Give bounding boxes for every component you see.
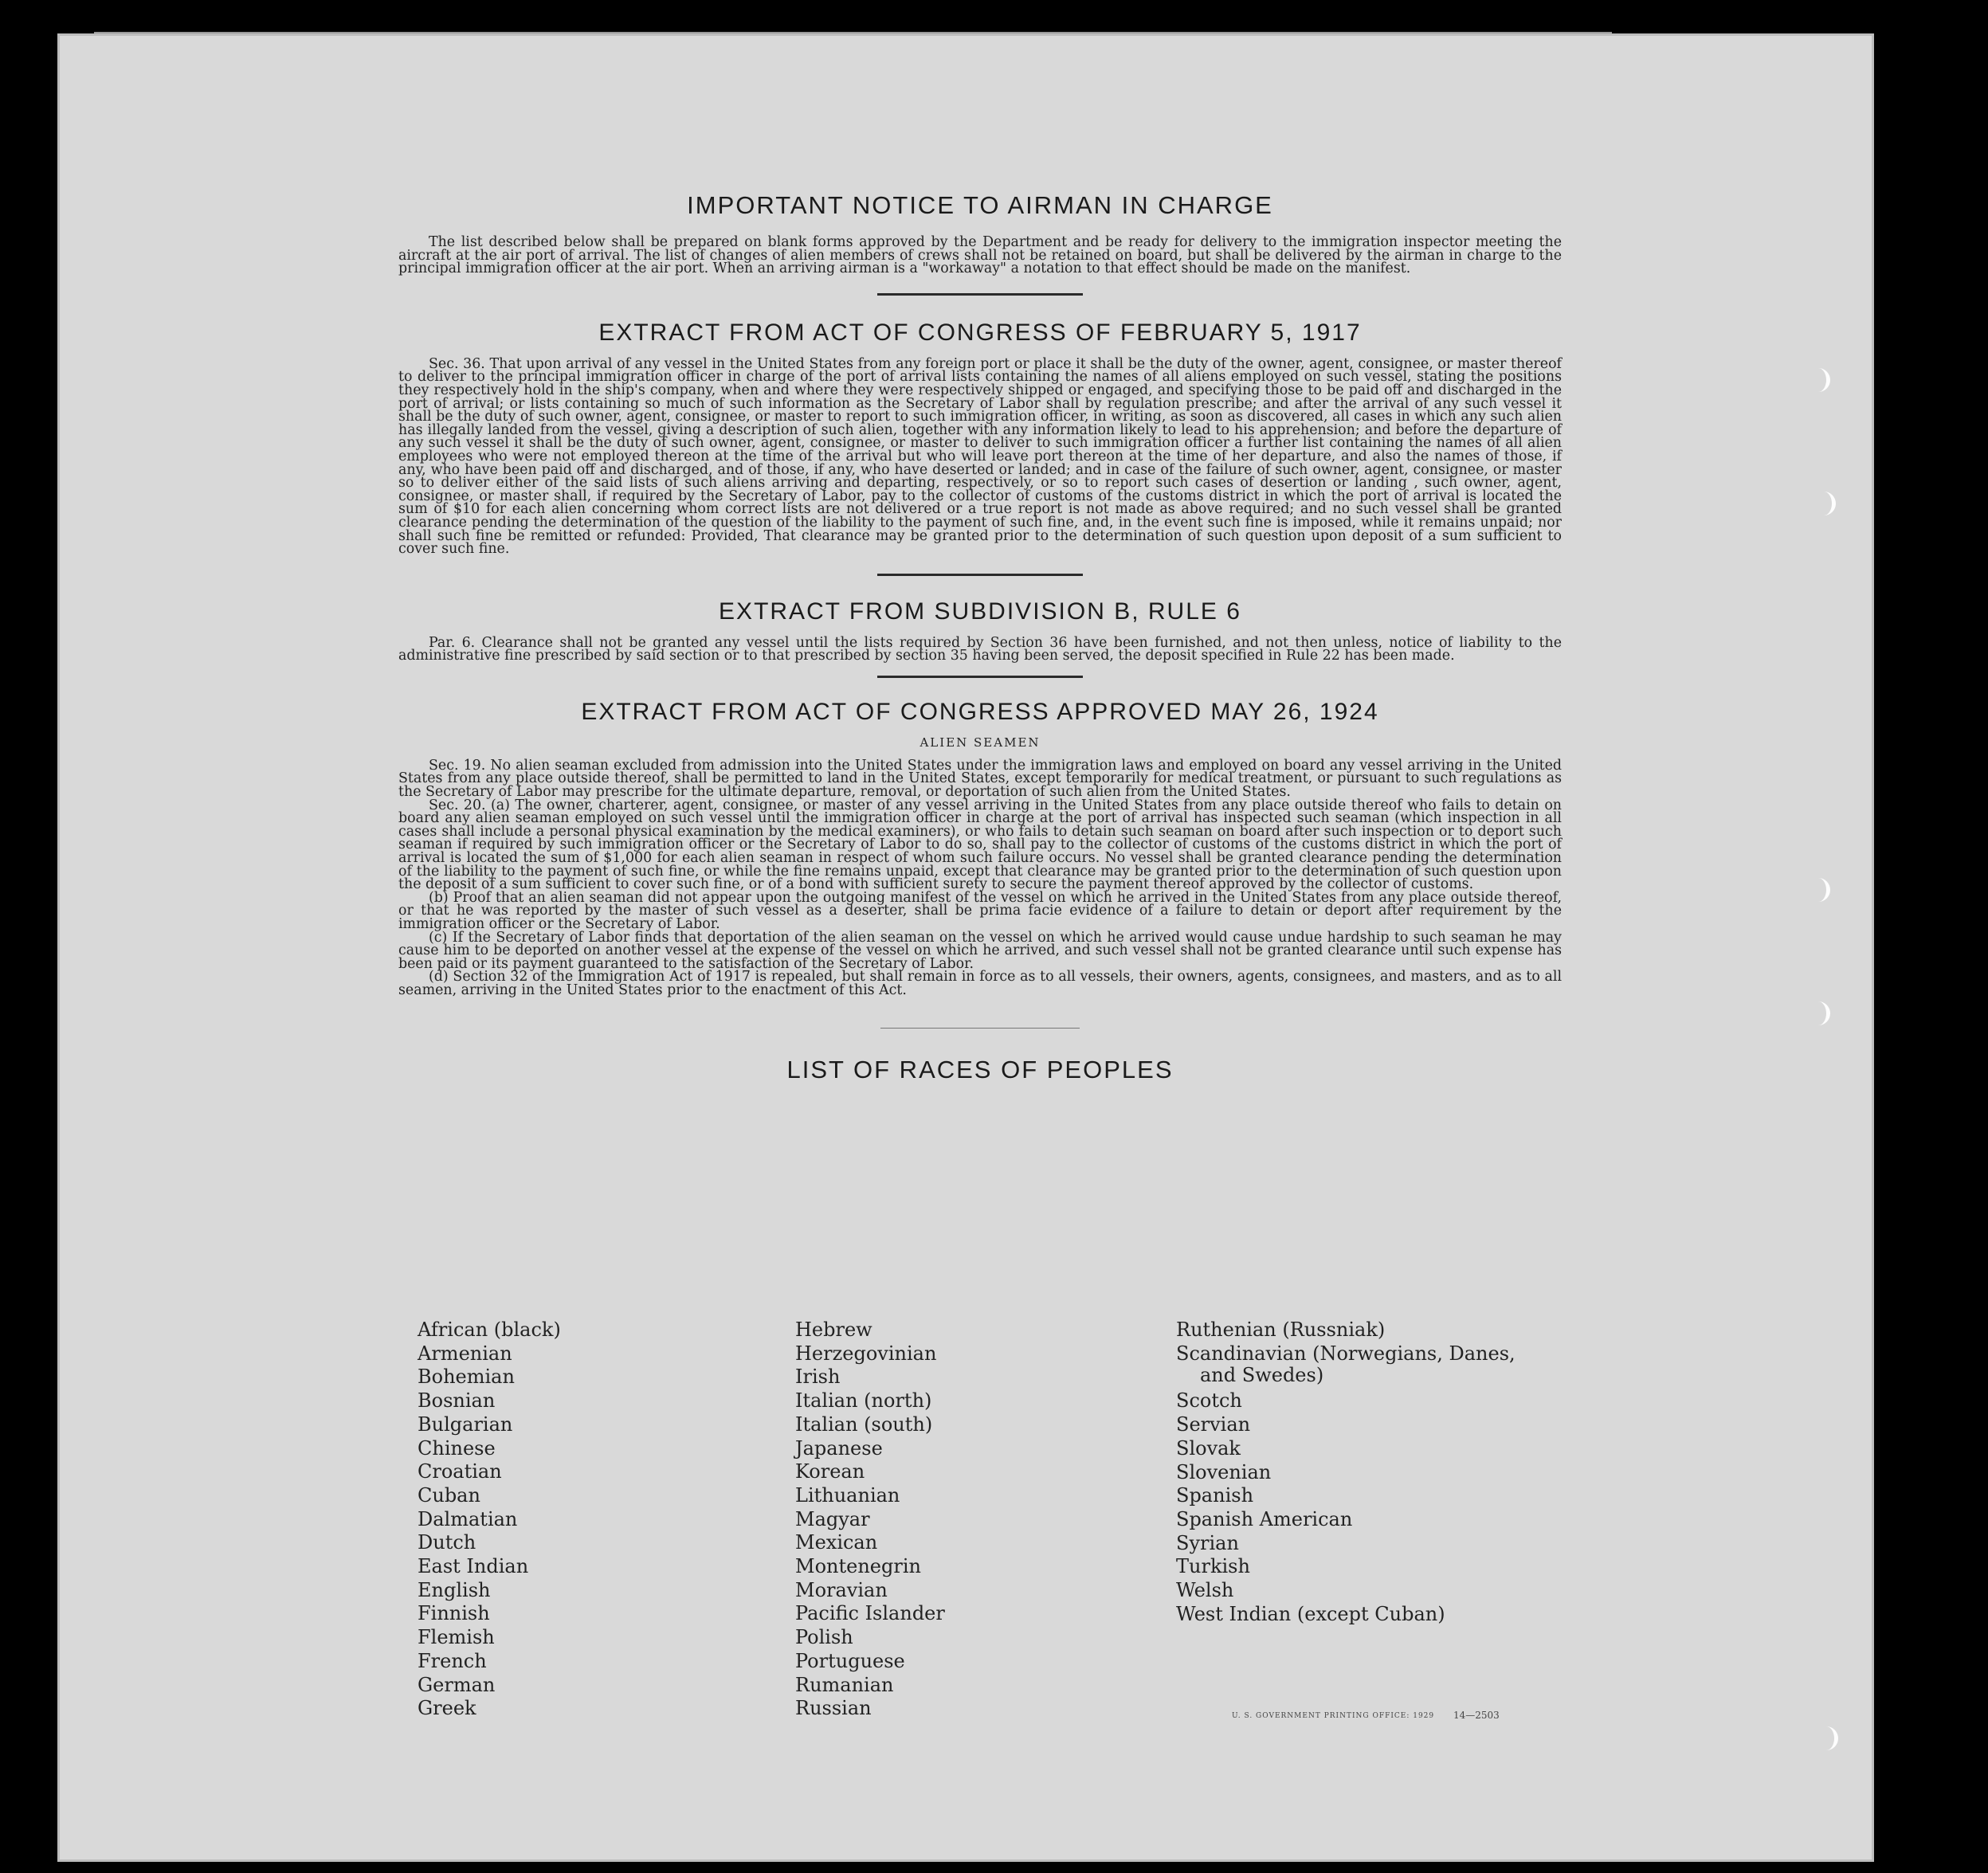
race-item: Herzegovinian [795, 1342, 937, 1365]
race-item: Bohemian [418, 1366, 515, 1389]
race-item: Portuguese [795, 1649, 905, 1672]
race-item: Servian [1176, 1413, 1251, 1436]
divider [880, 1028, 1080, 1029]
race-item: Slovak [1176, 1436, 1241, 1460]
section3-paragraph: Sec. 20. (a) The owner, charterer, agent, consignee, or master of any vessel arriving in the United States from any place outside thereof who fails to detain on board any alien seaman employed on such vessel until the immigration officer in charge at the port of arrival has inspected such seaman (which inspection in all cases shall include a personal physical examination by the medical examiners), or who fails to detain such seaman on board after such inspection or to deport such seaman if required by such immigration officer or the Secretary of Labor to do so, shall pay to the collector of customs of the customs district in which the port of arrival is located the sum of $1,000 for each alien seaman in respect of whom such failure occurs. No vessel shall be granted clearance pending the determination of the liability to the payment of such fine, or while the fine remains unpaid, except that clearance may be granted prior to the determination of such question upon the deposit of a sum sufficient to cover such fine, or of a bond with sufficient surety to secure the payment thereof approved by the collector of customs. [398, 797, 1562, 893]
race-item: African (black) [418, 1319, 561, 1341]
race-item: Hebrew [795, 1319, 872, 1341]
punch-hole [1809, 878, 1830, 902]
divider [877, 574, 1083, 576]
race-item: Turkish [1176, 1555, 1250, 1578]
race-item: Korean [795, 1460, 865, 1483]
race-item: Armenian [418, 1342, 512, 1365]
race-item: Montenegrin [795, 1555, 921, 1578]
race-item: Dutch [418, 1531, 476, 1554]
race-item: Syrian [1176, 1531, 1239, 1554]
section3-paragraph: (c) If the Secretary of Labor finds that deportation of the alien seaman on the vessel on which he arrived would cause undue hardship to such seaman he may cause him to be deported on another vessel at the expense of the vessel on which he arrived, and such vessel shall not be granted clearance until such expense has been paid or its payment guaranteed to the satisfaction of the Secretary of Labor. [398, 929, 1562, 972]
race-item: Bulgarian [418, 1413, 513, 1436]
race-item: Lithuanian [795, 1483, 900, 1507]
section3-title: EXTRACT FROM ACT OF CONGRESS APPROVED MAY 26, 1924 [581, 698, 1379, 725]
section2-text: Par. 6. Clearance shall not be granted any vessel until the lists required by Section 36 have been furnished, and not then unless, notice of liability to the administrative fine prescribed by said section or to that prescribed by section 35 having been served, the deposit specified in Rule 22 has been made. [398, 634, 1562, 664]
race-item: West Indian (except Cuban) [1176, 1602, 1445, 1625]
race-item: Rumanian [795, 1673, 894, 1696]
race-item: Italian (south) [795, 1413, 933, 1436]
race-item: Spanish [1176, 1484, 1254, 1507]
race-item: Slovenian [1176, 1460, 1272, 1483]
races-column-3 [1176, 1319, 1516, 1626]
race-item: Pacific Islander [795, 1602, 945, 1625]
race-item: Ruthenian (Russniak) [1176, 1319, 1386, 1341]
notice-title: IMPORTANT NOTICE TO AIRMAN IN CHARGE [687, 191, 1273, 219]
section3-subtitle: ALIEN SEAMEN [919, 735, 1041, 750]
race-item: German [418, 1673, 496, 1696]
race-item: Greek [418, 1697, 476, 1720]
race-item: Chinese [418, 1436, 496, 1460]
section3-paragraph: (b) Proof that an alien seaman did not appear upon the outgoing manifest of the vessel on which he arrived in the United States from any place outside thereof, or that he was reported by the master of such vessel as a deserter, shall be prima facie evidence of a failure to detain or deport after requirement by the immigration officer or the Secretary of Labor. [398, 889, 1562, 932]
race-item: Bosnian [418, 1389, 496, 1413]
race-item: Croatian [418, 1460, 502, 1483]
notice-text: The list described below shall be prepared on blank forms approved by the Department and be ready for delivery to the immigration inspector meeting the aircraft at the air port of arrival. The list of changes of alien members of crews shall not be retained on board, but shall be delivered by the airman in charge to the principal immigration officer at the air port. When an arriving airman is a "workaway" a notation to that effect should be made on the manifest. [398, 234, 1562, 277]
race-item: Scandinavian (Norwegians, Danes, [1176, 1342, 1516, 1365]
race-item: Moravian [795, 1578, 888, 1601]
race-item: East Indian [418, 1555, 529, 1578]
race-item: English [418, 1578, 491, 1601]
race-item: Dalmatian [418, 1507, 518, 1530]
race-item: Italian (north) [795, 1389, 932, 1413]
race-item: Flemish [418, 1626, 495, 1649]
section3-paragraph: Sec. 19. No alien seaman excluded from admission into the United States under the immigration laws and employed on board any vessel arriving in the United States from any place outside thereof, shall be permitted to land in the United States, except temporarily for medical treatment, or pursuant to such regulations as the Secretary of Labor may prescribe for the ultimate departure, removal, or deportation of such alien from the United States. [398, 757, 1562, 801]
race-item: Scotch [1176, 1389, 1242, 1413]
race-item: Finnish [418, 1602, 490, 1625]
divider [877, 293, 1083, 296]
divider [877, 676, 1083, 678]
notice-content [398, 191, 1562, 1100]
race-item: Polish [795, 1626, 853, 1649]
race-item: Cuban [418, 1483, 480, 1507]
race-item: Spanish American [1176, 1507, 1353, 1530]
races-column-1 [418, 1319, 561, 1721]
punch-hole [1809, 368, 1830, 392]
section1-text: Sec. 36. That upon arrival of any vessel in the United States from any foreign port or place it shall be the duty of the owner, agent, consignee, or master thereof to deliver to the principal immigration officer in charge of the port of arrival lists containing the names of all aliens employed on such vessel, stating the positions they respectively hold in the ship's company, when and where they were respectively shipped or engaged, and specifying those to be paid off and discharged in the port of arrival; or lists containing so much of such information as the Secretary of Labor shall by regulation prescribe; and after the arrival of any such vessel it shall be the duty of such owner, agent, consignee, or master to report to such immigration officer, in writing, as soon as discovered, all cases in which any such alien has illegally landed from the vessel, giving a description of such alien, together with any information likely to lead to his apprehension; and before the departure of any such vessel it shall be the duty of such owner, agent, consignee, or master to deliver to such immigration officer a further list containing the names of all alien employees who were not employed thereon at the time of the arrival but who will leave port thereon at the time of her departure, and also the names of those, if any, who have been paid off and discharged, and of those, if any, who have deserted or landed; and in case of the failure of such owner, agent, consignee, or master so to deliver either of the said lists of such aliens arriving and departing, respectively, or so to report such cases of desertion or landing , such owner, agent, consignee, or master shall, if required by the Secretary of Labor, pay to the collector of customs of the customs district in which the port of arrival is located the sum of $10 for each alien concerning whom correct lists are not delivered or a true report is not made as above required; and no such vessel shall be granted clearance pending the determination of the question of the liability to the payment of such fine, and, in the event such fine is imposed, while it remains unpaid; nor shall such fine be remitted or refunded: Provided, That clearance may be granted prior to the determination of such question upon deposit of a sum sufficient to cover such fine. [398, 355, 1562, 558]
section2-title: EXTRACT FROM SUBDIVISION B, RULE 6 [719, 598, 1241, 625]
race-item: and Swedes) [1200, 1364, 1324, 1387]
form-number: 14—2503 [1453, 1710, 1500, 1721]
section1-title: EXTRACT FROM ACT OF CONGRESS OF FEBRUARY 5, 1917 [598, 319, 1362, 346]
section3-paragraph: (d) Section 32 of the Immigration Act of 1917 is repealed, but shall remain in force as to all vessels, their owners, agents, consignees, and masters, and as to all seamen, arriving in the United States prior to the enactment of this Act. [398, 969, 1562, 998]
punch-hole [1817, 1726, 1838, 1750]
races-title: LIST OF RACES OF PEOPLES [786, 1055, 1174, 1083]
race-item: Mexican [795, 1531, 878, 1554]
punch-hole [1814, 492, 1836, 515]
race-item: Japanese [795, 1436, 883, 1460]
race-item: Magyar [795, 1507, 870, 1530]
races-column-2 [795, 1319, 945, 1721]
race-item: Welsh [1176, 1579, 1234, 1602]
race-item: Russian [795, 1697, 872, 1720]
punch-hole [1809, 1001, 1830, 1025]
race-item: Irish [795, 1366, 841, 1389]
race-item: French [418, 1649, 487, 1672]
printer-imprint: U. S. GOVERNMENT PRINTING OFFICE: 1929 [1232, 1712, 1435, 1720]
